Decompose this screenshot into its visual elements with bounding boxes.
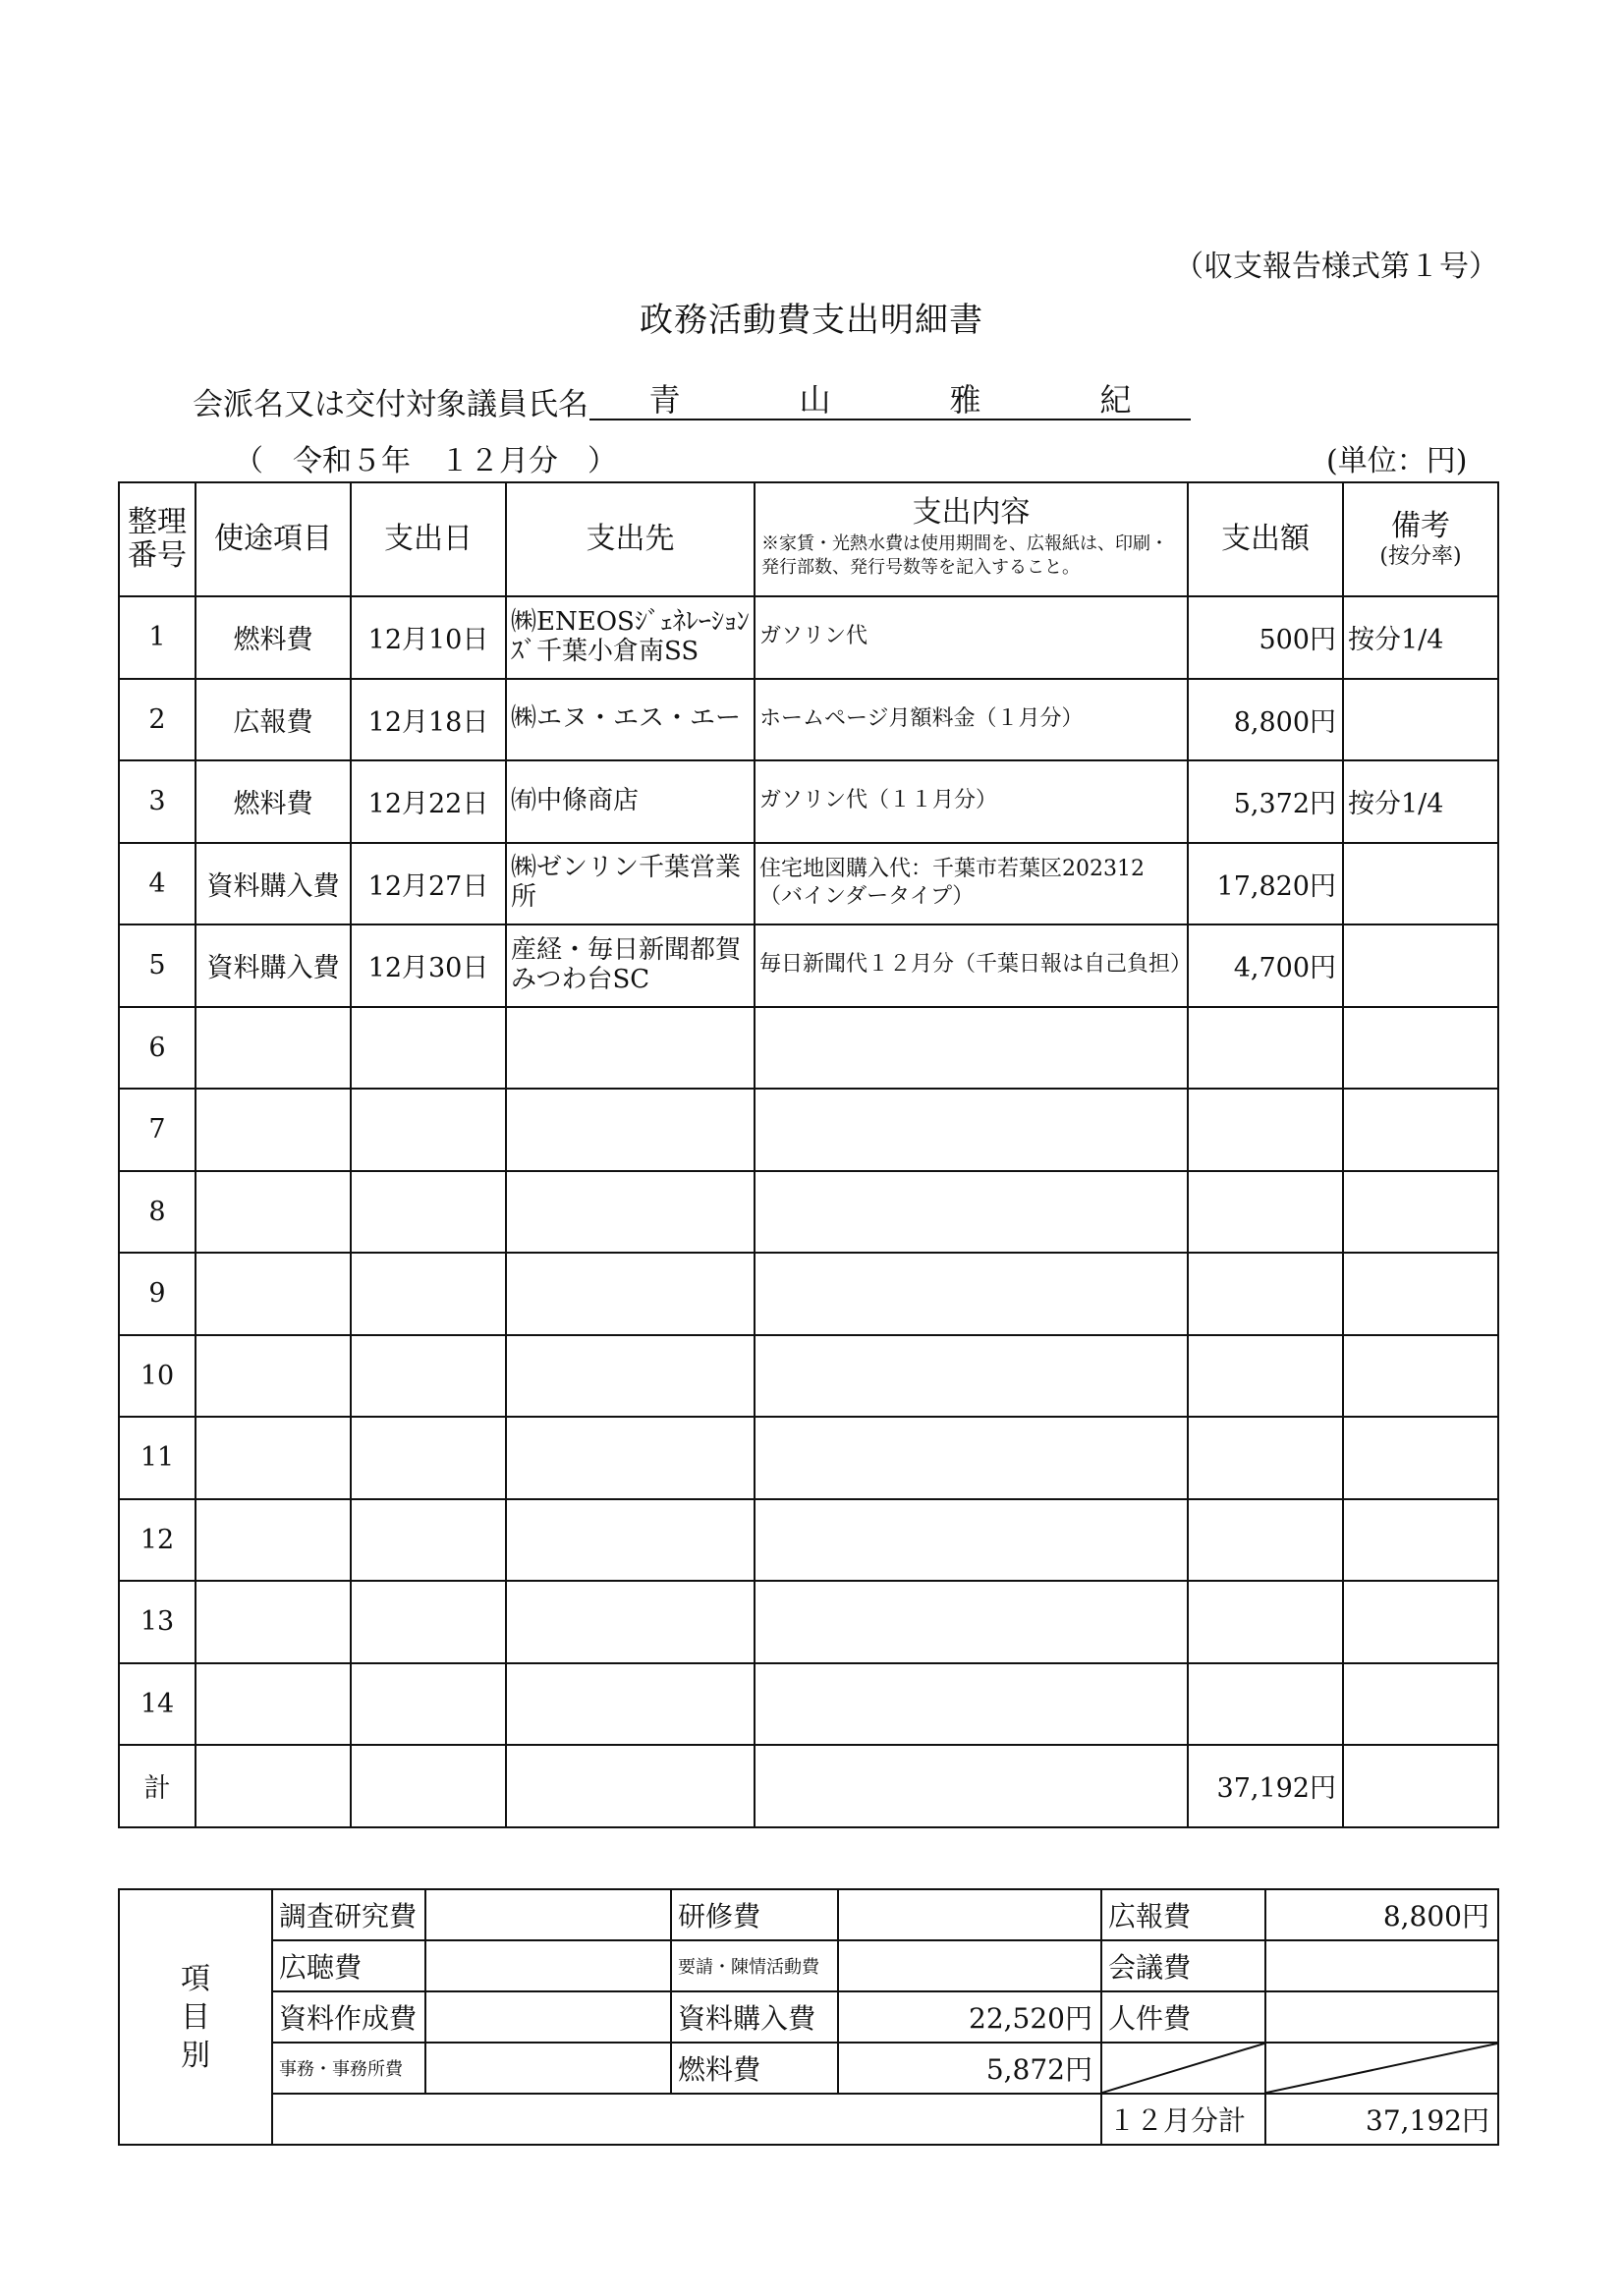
summary-value: 5,872円 xyxy=(838,2043,1101,2094)
row-payee xyxy=(506,1253,755,1335)
member-label: 会派名又は交付対象議員氏名 xyxy=(193,387,588,422)
member-name xyxy=(589,375,1191,420)
row-category: 資料購入費 xyxy=(196,843,351,925)
row-amount xyxy=(1188,1417,1343,1499)
row-amount xyxy=(1188,1171,1343,1254)
period: （ 令和５年 １２月分 ） xyxy=(234,444,617,478)
diagonal-strike xyxy=(1265,2043,1498,2094)
table-row xyxy=(119,924,1498,1007)
header-remarks xyxy=(1343,482,1498,596)
row-number: 3 xyxy=(119,760,196,843)
month-total-label: １２月分計 xyxy=(1101,2094,1265,2145)
row-category xyxy=(196,1417,351,1499)
row-payee xyxy=(506,1007,755,1090)
table-row xyxy=(119,1663,1498,1746)
row-number: 10 xyxy=(119,1335,196,1418)
header-no: 整理番号 xyxy=(119,482,196,596)
row-remarks xyxy=(1343,1335,1498,1418)
row-number: 12 xyxy=(119,1499,196,1582)
row-date xyxy=(351,1007,506,1090)
row-content xyxy=(755,1335,1188,1418)
header-amount: 支出額 xyxy=(1188,482,1343,596)
table-row xyxy=(119,1335,1498,1418)
row-amount: 17,820円 xyxy=(1188,843,1343,925)
summary-value xyxy=(425,1940,671,1991)
row-date xyxy=(351,1335,506,1418)
row-content: ホームページ月額料金（１月分） xyxy=(755,679,1188,761)
header-category: 使途項目 xyxy=(196,482,351,596)
row-date xyxy=(351,1171,506,1254)
row-content: ガソリン代（１１月分） xyxy=(755,760,1188,843)
summary-value: 8,800円 xyxy=(1265,1889,1498,1940)
row-number: 11 xyxy=(119,1417,196,1499)
row-payee: 産経・毎日新聞都賀みつわ台SC xyxy=(506,924,755,1007)
row-payee xyxy=(506,1335,755,1418)
row-date xyxy=(351,1499,506,1582)
row-date xyxy=(351,1581,506,1663)
row-remarks: 按分1/4 xyxy=(1343,760,1498,843)
table-row xyxy=(119,1499,1498,1582)
row-amount xyxy=(1188,1089,1343,1171)
header-date: 支出日 xyxy=(351,482,506,596)
row-category xyxy=(196,1089,351,1171)
row-content xyxy=(755,1417,1188,1499)
row-remarks xyxy=(1343,1417,1498,1499)
header-payee: 支出先 xyxy=(506,482,755,596)
summary-value xyxy=(425,2043,671,2094)
row-payee: ㈲中條商店 xyxy=(506,760,755,843)
row-amount xyxy=(1188,1499,1343,1582)
row-category xyxy=(196,1171,351,1254)
summary-label: 資料作成費 xyxy=(272,1991,425,2043)
row-category xyxy=(196,1663,351,1746)
row-amount xyxy=(1188,1253,1343,1335)
row-number: 2 xyxy=(119,679,196,761)
row-category: 燃料費 xyxy=(196,760,351,843)
row-category xyxy=(196,1253,351,1335)
total-row xyxy=(119,1745,1498,1827)
member-name-char: 雅 xyxy=(949,381,981,419)
row-number: 9 xyxy=(119,1253,196,1335)
summary-label: 事務・事務所費 xyxy=(272,2043,425,2094)
summary-label: 広聴費 xyxy=(272,1940,425,1991)
row-amount: 500円 xyxy=(1188,596,1343,679)
table-row xyxy=(119,1581,1498,1663)
row-number: 5 xyxy=(119,924,196,1007)
row-payee: ㈱エヌ・エス・エー xyxy=(506,679,755,761)
unit-label: (単位：円) xyxy=(1326,444,1468,478)
summary-value xyxy=(1265,1991,1498,2043)
row-number: 6 xyxy=(119,1007,196,1090)
summary-label: 広報費 xyxy=(1101,1889,1265,1940)
row-number: 13 xyxy=(119,1581,196,1663)
form-number: （収支報告様式第１号） xyxy=(1174,250,1498,284)
row-content xyxy=(755,1663,1188,1746)
row-number: 8 xyxy=(119,1171,196,1254)
row-date xyxy=(351,1253,506,1335)
summary-value xyxy=(838,1940,1101,1991)
table-row xyxy=(119,596,1498,679)
row-category: 燃料費 xyxy=(196,596,351,679)
summary-label: 燃料費 xyxy=(671,2043,838,2094)
table-row xyxy=(119,760,1498,843)
header-remarks-sub: (按分率) xyxy=(1379,543,1462,569)
table-row xyxy=(119,679,1498,761)
row-amount: 4,700円 xyxy=(1188,924,1343,1007)
summary-value: 22,520円 xyxy=(838,1991,1101,2043)
row-payee: ㈱ゼンリン千葉営業所 xyxy=(506,843,755,925)
table-row xyxy=(119,1089,1498,1171)
row-content xyxy=(755,1171,1188,1254)
header-content-note: ※家賃・光熱水費は使用期間を、広報紙は、印刷・発行部数、発行号数等を記入すること。 xyxy=(761,532,1168,579)
row-date: 12月30日 xyxy=(351,924,506,1007)
row-remarks xyxy=(1343,1663,1498,1746)
row-content xyxy=(755,1581,1188,1663)
summary-label: 調査研究費 xyxy=(272,1889,425,1940)
row-date: 12月27日 xyxy=(351,843,506,925)
row-amount: 8,800円 xyxy=(1188,679,1343,761)
row-payee xyxy=(506,1417,755,1499)
member-name-char: 紀 xyxy=(1099,381,1132,419)
row-category xyxy=(196,1499,351,1582)
row-category xyxy=(196,1335,351,1418)
row-date xyxy=(351,1663,506,1746)
row-content xyxy=(755,1253,1188,1335)
summary-table xyxy=(118,1888,1499,2146)
row-remarks xyxy=(1343,1171,1498,1254)
summary-value xyxy=(1265,1940,1498,1991)
row-content: 住宅地図購入代：千葉市若葉区202312（バインダータイプ） xyxy=(755,843,1188,925)
row-payee xyxy=(506,1171,755,1254)
summary-label: 研修費 xyxy=(671,1889,838,1940)
row-category: 広報費 xyxy=(196,679,351,761)
header-content-label: 支出内容 xyxy=(912,495,1031,531)
header-content xyxy=(755,482,1188,596)
member-name-char: 山 xyxy=(799,381,831,419)
summary-label: 会議費 xyxy=(1101,1940,1265,1991)
month-total-value: 37,192円 xyxy=(1265,2094,1498,2145)
summary-label: 人件費 xyxy=(1101,1991,1265,2043)
expense-table xyxy=(118,481,1499,1828)
row-remarks xyxy=(1343,1581,1498,1663)
row-payee: ㈱ENEOSｼﾞｪﾈﾚｰｼｮﾝｽﾞ千葉小倉南SS xyxy=(506,596,755,679)
row-remarks xyxy=(1343,1089,1498,1171)
row-remarks xyxy=(1343,1253,1498,1335)
row-amount: 5,372円 xyxy=(1188,760,1343,843)
summary-label: 要請・陳情活動費 xyxy=(671,1940,838,1991)
row-category: 資料購入費 xyxy=(196,924,351,1007)
table-row xyxy=(119,843,1498,925)
row-amount xyxy=(1188,1663,1343,1746)
total-label: 計 xyxy=(119,1745,196,1827)
row-amount xyxy=(1188,1335,1343,1418)
row-remarks xyxy=(1343,679,1498,761)
row-date: 12月18日 xyxy=(351,679,506,761)
row-content xyxy=(755,1499,1188,1582)
row-content: 毎日新聞代１２月分（千葉日報は自己負担） xyxy=(755,924,1188,1007)
page-title: 政務活動費支出明細書 xyxy=(640,301,983,340)
row-payee xyxy=(506,1581,755,1663)
row-amount xyxy=(1188,1007,1343,1090)
row-content xyxy=(755,1007,1188,1090)
row-payee xyxy=(506,1499,755,1582)
row-remarks xyxy=(1343,843,1498,925)
row-remarks: 按分1/4 xyxy=(1343,596,1498,679)
total-amount: 37,192円 xyxy=(1188,1745,1343,1827)
row-content: ガソリン代 xyxy=(755,596,1188,679)
summary-value xyxy=(425,1889,671,1940)
summary-side-label: 項目別 xyxy=(119,1889,272,2145)
summary-value xyxy=(838,1889,1101,1940)
row-remarks xyxy=(1343,924,1498,1007)
diagonal-strike xyxy=(1101,2043,1265,2094)
row-number: 7 xyxy=(119,1089,196,1171)
header-remarks-label: 備考 xyxy=(1391,509,1450,544)
row-number: 1 xyxy=(119,596,196,679)
row-remarks xyxy=(1343,1499,1498,1582)
row-date xyxy=(351,1089,506,1171)
table-row xyxy=(119,1417,1498,1499)
table-row xyxy=(119,1171,1498,1254)
row-number: 4 xyxy=(119,843,196,925)
table-row xyxy=(119,1007,1498,1090)
summary-label: 資料購入費 xyxy=(671,1991,838,2043)
row-date: 12月10日 xyxy=(351,596,506,679)
row-payee xyxy=(506,1663,755,1746)
row-payee xyxy=(506,1089,755,1171)
row-category xyxy=(196,1581,351,1663)
row-remarks xyxy=(1343,1007,1498,1090)
member-name-char: 青 xyxy=(648,381,681,419)
row-date xyxy=(351,1417,506,1499)
row-category xyxy=(196,1007,351,1090)
summary-blank xyxy=(272,2094,1101,2145)
row-date: 12月22日 xyxy=(351,760,506,843)
summary-value xyxy=(425,1991,671,2043)
row-content xyxy=(755,1089,1188,1171)
row-number: 14 xyxy=(119,1663,196,1746)
row-amount xyxy=(1188,1581,1343,1663)
table-row xyxy=(119,1253,1498,1335)
